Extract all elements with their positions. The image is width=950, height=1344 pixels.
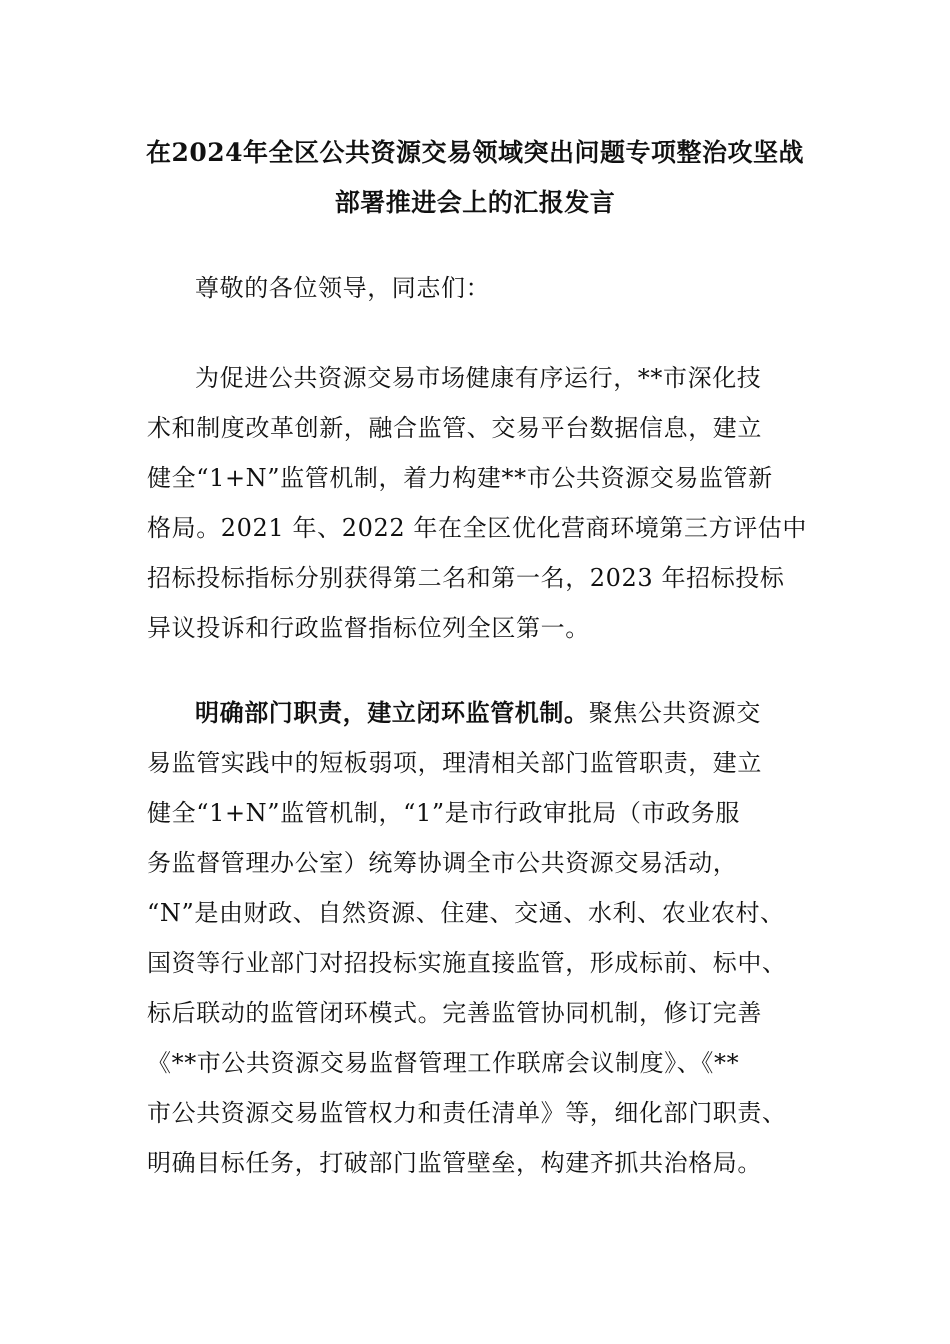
section-line: 务监督管理办公室）统筹协调全市公共资源交易活动， [147,849,738,877]
section-line: 市公共资源交易监管权力和责任清单》等，细化部门职责、 [147,1099,787,1127]
section-line: 易监管实践中的短板弱项，理清相关部门监管职责，建立 [147,749,762,777]
intro-line: 异议投诉和行政监督指标位列全区第一。 [147,614,590,642]
section-line: “N”是由财政、自然资源、住建、交通、水利、农业农村、 [147,899,785,927]
intro-line: 招标投标指标分别获得第二名和第一名，2023 年招标投标 [147,564,785,592]
section-line: 国资等行业部门对招投标实施直接监管，形成标前、标中、 [147,949,787,977]
section-line: 《**市公共资源交易监督管理工作联席会议制度》、《** [147,1049,740,1077]
salutation: 尊敬的各位领导，同志们： [195,274,491,302]
section-heading: 明确部门职责，建立闭环监管机制。 [195,698,589,727]
intro-line: 健全“1+N”监管机制，着力构建**市公共资源交易监管新 [147,464,773,492]
intro-line: 术和制度改革创新，融合监管、交易平台数据信息，建立 [147,414,762,442]
intro-line: 格局。2021 年、2022 年在全区优化营商环境第三方评估中 [147,514,808,542]
intro-line: 为促进公共资源交易市场健康有序运行，**市深化技 [195,364,762,392]
section-line: 标后联动的监管闭环模式。完善监管协同机制，修订完善 [147,999,762,1027]
section-line: 健全“1+N”监管机制，“1”是市行政审批局（市政务服 [147,799,740,827]
section-first-line-text: 聚焦公共资源交 [588,699,761,727]
document-title-line-2: 部署推进会上的汇报发言 [334,188,616,217]
document-title-line-1: 在2024年全区公共资源交易领域突出问题专项整治攻坚战 [145,138,805,167]
section-first-line [195,693,761,728]
section-line: 明确目标任务，打破部门监管壁垒，构建齐抓共治格局。 [147,1149,762,1177]
